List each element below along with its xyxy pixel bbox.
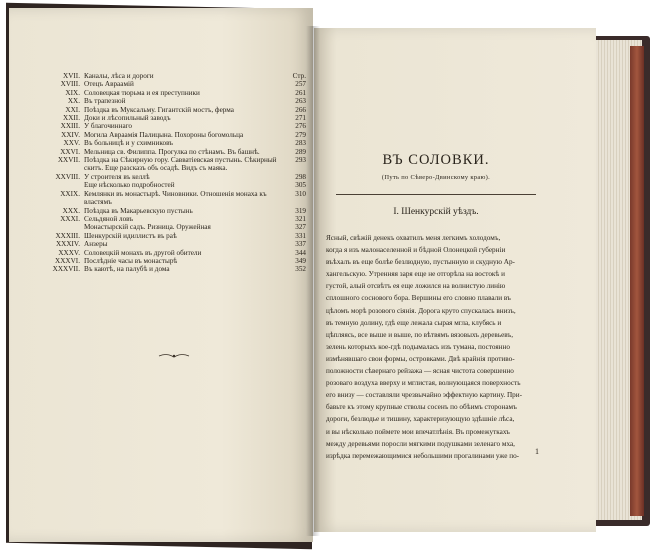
toc-title: Поѣздка въ Макарьевскую пустынь [84, 206, 193, 215]
chapter-content [326, 152, 546, 462]
toc-row [24, 139, 306, 147]
toc-page: 337 [295, 240, 306, 249]
toc-number: XXIV. [61, 130, 80, 139]
toc-number: XXXVI. [55, 256, 80, 265]
toc-title: Въ больницѣ и у схимниковъ [84, 139, 174, 148]
toc-title: Послѣдніе часы въ монастырѣ [84, 256, 178, 265]
toc-number: XXIII. [60, 122, 80, 131]
body-text [326, 232, 550, 462]
text-line: Ясный, свѣжій денекъ охватилъ меня легкимъ холодомъ, [326, 234, 501, 242]
toc-row [24, 240, 306, 248]
toc-row [24, 173, 306, 181]
text-line: густой, алый отсвѣтъ ея еще ложился на волнистую линію [326, 282, 506, 291]
chapter-subtitle: (Путь по Сѣверо-Двинскому краю). [381, 174, 491, 181]
text-line: положности сѣвернаго рейзажа — ясная чистота совершенно [326, 367, 514, 376]
toc-title: У благочиннаго [84, 122, 133, 131]
toc-title: Поѣздка на Сѣкирную гору. Савватіевская пустынь. Сѣкирный скитъ. Еще разсказъ объ осадѣ. Видъ съ маяка. [84, 156, 277, 173]
toc-number: XIX. [65, 88, 80, 97]
toc-row [24, 114, 306, 122]
toc-title: Въ каютѣ, на палубѣ и дома [84, 265, 170, 274]
toc-row [24, 181, 306, 189]
text-line: дороги, безлюдье и тишину, характеризующую здѣшніе лѣса, [326, 415, 515, 424]
table-of-contents [24, 72, 306, 274]
toc-title: Анзеры [84, 240, 108, 249]
toc-number: XXXIII. [55, 231, 80, 240]
toc-title: Соловецкая тюрьма и ея преступники [84, 88, 200, 97]
page-number: 1 [535, 447, 539, 456]
toc-page: 310 [295, 189, 306, 198]
toc-number: XXX. [62, 206, 80, 215]
ornament-icon [158, 352, 190, 360]
toc-page: 271 [295, 114, 306, 123]
toc-page: 283 [295, 139, 306, 148]
toc-number: XXXV. [58, 248, 80, 257]
divider [336, 194, 536, 195]
toc-page: 263 [295, 97, 306, 106]
text-line: его внизу — составляли чрезвычайно эффектную картину. При- [326, 391, 522, 400]
toc-page: 352 [295, 265, 306, 274]
text-line: въ темную долину, гдѣ еще лежала сырая мгла, клубясь и [326, 318, 502, 327]
text-line: хангельскую. Утренняя заря еще не отгорѣла на востокѣ и [326, 270, 505, 279]
toc-page-header: Стр. [292, 72, 306, 80]
toc-page: 289 [295, 147, 306, 156]
toc-title: Въ трапезной [84, 97, 126, 106]
toc-page: 279 [295, 130, 306, 139]
toc-number: XXV. [63, 139, 80, 148]
toc-number: XVIII. [60, 80, 80, 89]
toc-row [24, 190, 306, 207]
toc-row [24, 265, 306, 273]
toc-number: XXII. [63, 114, 80, 123]
text-line: между деревьями поросли мягкими подушками зеленаго мха, [326, 439, 515, 448]
toc-row [24, 97, 306, 105]
toc-page: 261 [295, 88, 306, 97]
toc-title: Отецъ Авраамій [84, 80, 134, 89]
toc-page: 276 [295, 122, 306, 131]
toc-row [24, 131, 306, 139]
toc-number: XXXVII. [52, 265, 80, 274]
toc-number: XXI. [65, 105, 80, 114]
toc-title: Кемлянки въ монастырѣ. Чиновники. Отношенія монаха къ властямъ [84, 189, 267, 207]
text-line: въѣхалъ въ еще болѣе безлюдную, пустынную и скудную Ар- [326, 258, 515, 267]
toc-row [24, 232, 306, 240]
marbled-edge [630, 46, 644, 516]
toc-number: XXXIV. [55, 240, 80, 249]
toc-page: 331 [295, 231, 306, 240]
toc-number: XX. [67, 97, 80, 106]
toc-row [24, 148, 306, 156]
toc-title: Доки и лѣсопильный заводъ [84, 114, 171, 123]
toc-title: Каналы, лѣса и дороги [84, 72, 154, 80]
toc-row [24, 156, 306, 173]
text-line: сплошного соснового бора. Вершины его словно плавали въ [326, 294, 511, 303]
toc-title: Соловецкій монахъ въ другой обители [84, 248, 202, 257]
toc-row [24, 207, 306, 215]
text-line: бавьте къ этому крупные стволы сосенъ по обѣимъ сторонамъ [326, 403, 517, 412]
toc-title: Монастырскій садъ. Ризница. Оружейная [84, 223, 211, 232]
text-line: когда я изъ малонаселенной и бѣдной Олонецкой губерніи [326, 246, 506, 255]
text-line: изрѣдка перемежающимися небольшими прогалинами уже по- [326, 451, 520, 460]
toc-page: 327 [295, 223, 306, 232]
toc-page: 257 [295, 80, 306, 89]
toc-number: XXIX. [60, 189, 80, 198]
toc-title: У строителя въ келлѣ [84, 172, 150, 181]
toc-page: 266 [295, 105, 306, 114]
toc-number: XXVI. [60, 147, 80, 156]
chapter-title: ВЪ СОЛОВКИ. [382, 152, 490, 168]
text-line: и вы нѣсколько поймете мои впечатлѣнія. Въ промежуткахъ [326, 427, 510, 436]
toc-row [24, 89, 306, 97]
toc-row [24, 215, 306, 223]
text-line: розоваго воздуха вверху и мглистая, волнующаяся поверхность [326, 379, 521, 388]
toc-number: XVII. [63, 72, 80, 80]
toc-title: Шенкурскій идиллистъ въ раѣ [84, 231, 177, 240]
toc-title: Поѣздка въ Муксальму. Гигантскій мостъ, ферма [84, 105, 234, 114]
toc-title: Могила Авраамія Палицына. Похороны богомольца [84, 130, 244, 139]
text-line: измѣнявшаго свои формы, островками. Двѣ крайнія противо- [326, 354, 515, 363]
toc-title: Сельдяной ловъ [84, 214, 134, 223]
text-line: цѣпляясь, все выше и выше, по вѣтвямъ вязовыхъ деревьевъ, [326, 330, 514, 339]
toc-row [24, 223, 306, 231]
toc-page: 344 [295, 248, 306, 257]
text-line: зелень которыхъ кое-гдѣ подымалась изъ тумана, постоянно [326, 342, 510, 351]
text-line: цѣломъ морѣ розового сіянія. Дорога круто спускалась внизъ, [326, 306, 516, 315]
toc-number: XXVII. [57, 156, 80, 165]
toc-title: Мельница св. Филиппа. Прогулка по стѣнамъ. Въ башнѣ. [84, 147, 260, 156]
book-gutter [306, 26, 320, 536]
toc-page: 293 [295, 156, 306, 165]
toc-page: 321 [295, 214, 306, 223]
toc-row [24, 106, 306, 114]
toc-page: 298 [295, 172, 306, 181]
toc-row [24, 249, 306, 257]
toc-row [24, 257, 306, 265]
toc-page: 305 [295, 181, 306, 190]
toc-title: Еще нѣсколько подробностей [84, 181, 175, 190]
toc-row [24, 122, 306, 130]
section-title: I. Шенкурскій уѣздъ. [393, 207, 479, 217]
toc-row [24, 72, 306, 80]
toc-row [24, 80, 306, 88]
toc-page: 349 [295, 256, 306, 265]
toc-page: 319 [295, 206, 306, 215]
toc-number: XXVIII. [55, 172, 80, 181]
toc-number: XXXI. [60, 214, 80, 223]
